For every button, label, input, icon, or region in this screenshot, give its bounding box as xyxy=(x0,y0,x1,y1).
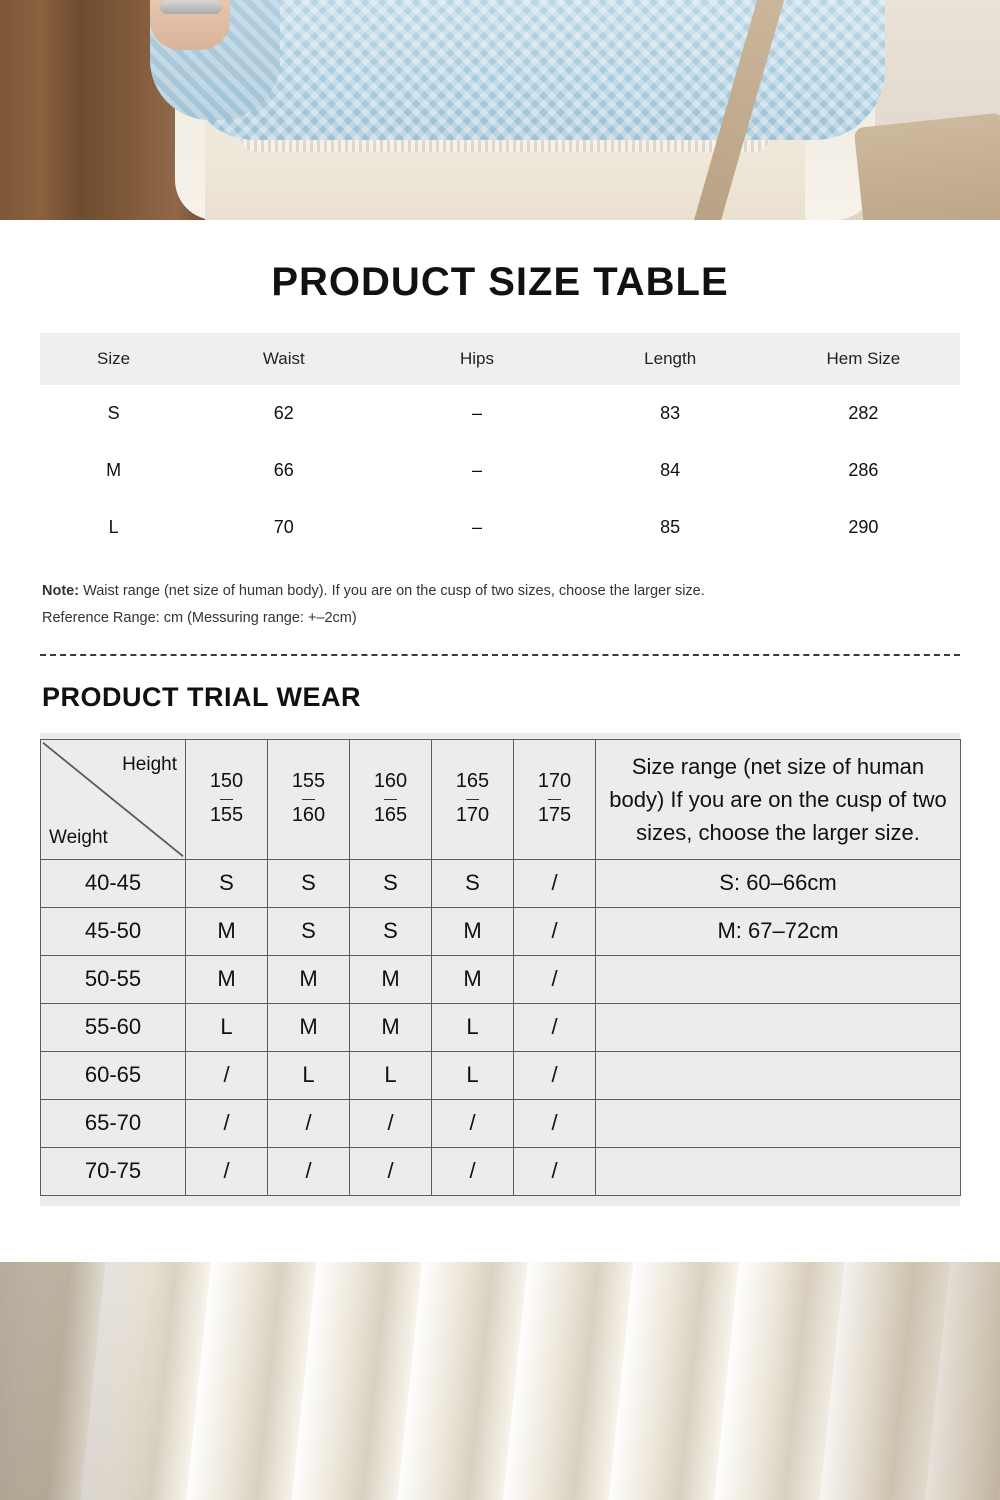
weight-row-label: 55-60 xyxy=(41,1003,186,1051)
height-column-header xyxy=(268,739,350,859)
side-empty-cell xyxy=(596,1051,961,1099)
table-row xyxy=(40,385,960,442)
size-table-header-row xyxy=(40,333,960,385)
side-empty-cell xyxy=(596,1147,961,1195)
hem-cell: 286 xyxy=(848,460,879,480)
size-recommendation-cell: / xyxy=(268,1099,350,1147)
size-recommendation-cell: / xyxy=(514,1003,596,1051)
weight-row-label: 65-70 xyxy=(41,1099,186,1147)
hem-cell: 282 xyxy=(848,403,879,423)
size-recommendation-cell: M xyxy=(268,1003,350,1051)
size-table-header-cell: Length xyxy=(574,333,767,385)
fabric-shadow-left xyxy=(0,1262,160,1500)
axis-label-weight: Weight xyxy=(49,826,108,848)
height-range: 165 — 170 xyxy=(455,769,490,827)
knit-sweater xyxy=(185,0,885,140)
waist-cell: 70 xyxy=(273,517,294,537)
note-label: Note: xyxy=(42,583,80,599)
size-recommendation-cell: S xyxy=(350,859,432,907)
height-range: 170 — 175 xyxy=(537,769,572,827)
size-recommendation-cell: S xyxy=(350,907,432,955)
height-column-header xyxy=(350,739,432,859)
size-range-value: M: 67–72cm xyxy=(596,907,961,955)
height-range: 155 — 160 xyxy=(291,769,326,827)
height-column-header xyxy=(432,739,514,859)
size-recommendation-cell: M xyxy=(350,1003,432,1051)
size-note-line-1 xyxy=(42,578,958,605)
length-cell: 83 xyxy=(660,403,681,423)
side-empty-cell xyxy=(596,1003,961,1051)
size-recommendation-cell: / xyxy=(186,1147,268,1195)
size-recommendation-cell: L xyxy=(432,1003,514,1051)
length-cell: 84 xyxy=(660,460,681,480)
page-title: PRODUCT SIZE TABLE xyxy=(271,260,729,304)
height-column-header xyxy=(514,739,596,859)
size-recommendation-cell: S xyxy=(268,859,350,907)
size-cell: L xyxy=(108,517,119,537)
size-table-header-cell: Hips xyxy=(380,333,573,385)
shoulder-bag xyxy=(854,113,1000,220)
bracelet xyxy=(160,0,222,14)
side-note-text: Size range (net size of human body) If you are on the cusp of two sizes, choose the larger size. xyxy=(596,739,961,859)
table-row xyxy=(41,955,961,1003)
length-cell: 85 xyxy=(660,517,681,537)
weight-row-label: 50-55 xyxy=(41,955,186,1003)
size-recommendation-cell: / xyxy=(268,1147,350,1195)
size-recommendation-cell: / xyxy=(432,1099,514,1147)
size-recommendation-cell: / xyxy=(186,1099,268,1147)
section-divider xyxy=(40,654,960,656)
size-recommendation-cell: / xyxy=(350,1147,432,1195)
side-empty-cell xyxy=(596,1099,961,1147)
table-row xyxy=(40,499,960,556)
size-recommendation-cell: M xyxy=(350,955,432,1003)
weight-row-label: 60-65 xyxy=(41,1051,186,1099)
size-recommendation-cell: M xyxy=(268,955,350,1003)
size-recommendation-cell: / xyxy=(432,1147,514,1195)
axis-corner-cell xyxy=(41,739,186,859)
axis-label-height: Height xyxy=(122,753,177,775)
size-recommendation-cell: L xyxy=(268,1051,350,1099)
size-recommendation-cell: / xyxy=(514,1051,596,1099)
note-text-1: Waist range (net size of human body). If you are on the cusp of two sizes, choose the larger size. xyxy=(83,583,705,599)
size-table-header-cell: Hem Size xyxy=(767,333,960,385)
hips-cell: – xyxy=(471,517,482,537)
height-range: 160 — 165 xyxy=(373,769,408,827)
size-cell: S xyxy=(107,403,120,423)
hips-cell: – xyxy=(471,460,482,480)
size-table-header-cell: Waist xyxy=(187,333,380,385)
size-recommendation-cell: / xyxy=(186,1051,268,1099)
trial-wear-table xyxy=(40,739,961,1196)
size-table-header-cell: Size xyxy=(40,333,187,385)
height-range: 150 — 155 xyxy=(209,769,244,827)
size-recommendation-cell: / xyxy=(514,907,596,955)
table-row xyxy=(41,1003,961,1051)
size-recommendation-cell: S xyxy=(268,907,350,955)
weight-row-label: 45-50 xyxy=(41,907,186,955)
size-table xyxy=(40,333,960,556)
note-text-2: Reference Range: cm (Messuring range: +–2cm) xyxy=(42,609,357,626)
table-row xyxy=(40,442,960,499)
size-recommendation-cell: / xyxy=(514,955,596,1003)
weight-row-label: 70-75 xyxy=(41,1147,186,1195)
size-recommendation-cell: M xyxy=(186,907,268,955)
size-recommendation-cell: M xyxy=(432,907,514,955)
size-note xyxy=(40,578,960,632)
hem-cell: 290 xyxy=(848,517,879,537)
size-range-value: S: 60–66cm xyxy=(596,859,961,907)
table-row xyxy=(41,859,961,907)
height-column-header xyxy=(186,739,268,859)
trial-wear-title: PRODUCT TRIAL WEAR xyxy=(42,681,361,712)
size-recommendation-cell: M xyxy=(186,955,268,1003)
size-recommendation-cell: M xyxy=(432,955,514,1003)
size-recommendation-cell: L xyxy=(186,1003,268,1051)
table-row xyxy=(41,1051,961,1099)
top-product-photo xyxy=(0,0,1000,220)
fabric-shadow-right xyxy=(780,1262,1000,1500)
size-recommendation-cell: / xyxy=(514,1147,596,1195)
hips-cell: – xyxy=(471,403,482,423)
content-area xyxy=(0,260,1000,1206)
size-recommendation-cell: L xyxy=(432,1051,514,1099)
weight-row-label: 40-45 xyxy=(41,859,186,907)
waist-cell: 62 xyxy=(273,403,294,423)
trial-wear-panel xyxy=(40,733,960,1206)
table-row xyxy=(41,1147,961,1195)
table-row xyxy=(41,1099,961,1147)
table-row xyxy=(41,907,961,955)
trial-header-row xyxy=(41,739,961,859)
size-recommendation-cell: L xyxy=(350,1051,432,1099)
side-empty-cell xyxy=(596,955,961,1003)
size-recommendation-cell: / xyxy=(514,859,596,907)
size-recommendation-cell: / xyxy=(514,1099,596,1147)
size-cell: M xyxy=(106,460,122,480)
size-recommendation-cell: S xyxy=(186,859,268,907)
bottom-product-photo xyxy=(0,1262,1000,1500)
size-recommendation-cell: S xyxy=(432,859,514,907)
size-recommendation-cell: / xyxy=(350,1099,432,1147)
waist-cell: 66 xyxy=(273,460,294,480)
